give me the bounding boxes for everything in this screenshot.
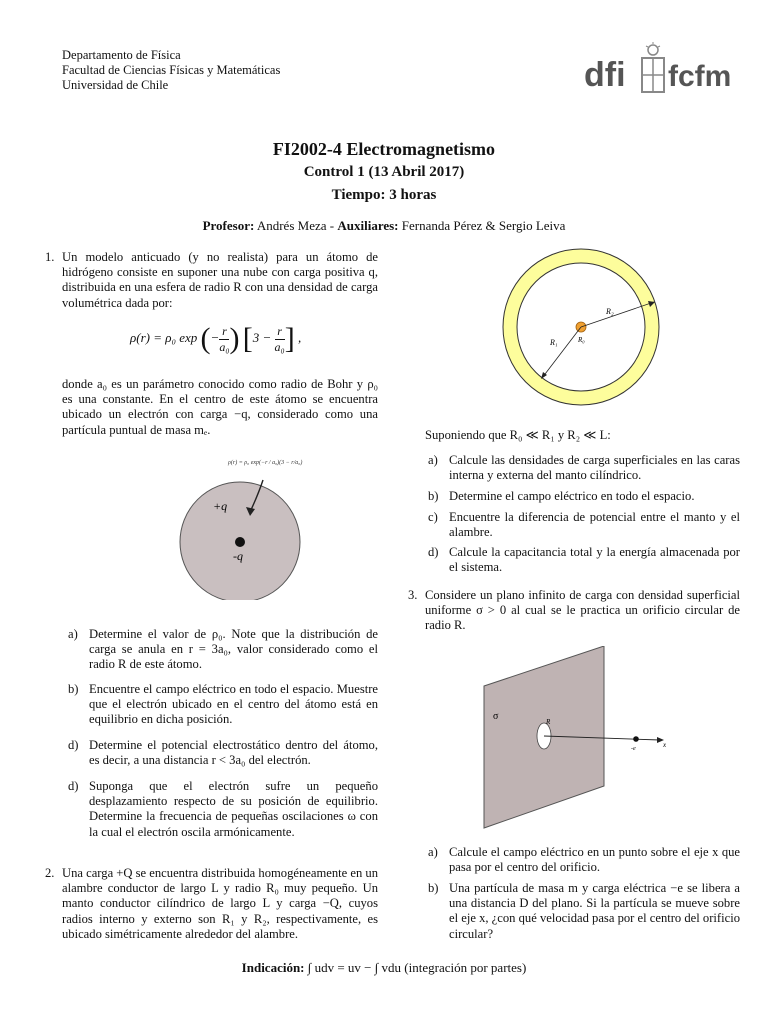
hint-line xyxy=(0,960,768,976)
r1-label: R₁ xyxy=(550,338,558,347)
atom-figure xyxy=(178,450,338,604)
figure-formula-label: ρ(r) = ρ₀ exp(−r / a₀)(3 − r/a₀) xyxy=(228,460,303,466)
list-item: b) Determine el campo eléctrico en todo el espacio. xyxy=(428,489,695,503)
course-title: FI2002-4 Electromagnetismo xyxy=(272,139,496,159)
electron-dot xyxy=(633,736,639,742)
dfi-fcfm-logo xyxy=(582,40,732,104)
list-item: b) Una partícula de masa m y carga eléctrica −e se libera a una distancia D del plano. Si la partícula se mueve sobre el eje x, ¿con qué velocidad pasa por el centro del orificio circular? xyxy=(428,881,740,941)
problem-number: 2. xyxy=(45,866,55,880)
problem-number: 3. xyxy=(408,588,418,602)
department-block xyxy=(62,48,280,93)
hint-label: Indicación: xyxy=(241,960,305,975)
aux-names: Fernanda Pérez & Sergio Leiva xyxy=(401,218,566,233)
r0-label: R₀ xyxy=(578,336,585,344)
logo-fcfm-text: fcfm xyxy=(668,60,732,93)
staff-line xyxy=(0,218,768,234)
density-formula: ρ(r) = ρ₀ exp (− $\frac{r}{\text{a₀}}$ ) [3 − $\frac{r}{\text{a₀}}$ ] , xyxy=(130,322,302,355)
charge-label: -e xyxy=(631,746,636,752)
staff-separator: - xyxy=(329,218,335,233)
list-item: d) Calcule la capacitancia total y la energía almacenada por el sistema. xyxy=(428,545,740,575)
list-item: d) Suponga que el electrón sufre un pequeño desplazamiento respecto de su posición de equilibrio. Determine la frecuencia de pequeñas oscilaciones ω con la cual el electrón oscila armónicamente. xyxy=(68,779,378,839)
problem-1-after: donde a₀ es un parámetro conocido como radio de Bohr y ρ₀ es una constante. En el centro de este átomo se encuentra ubicado un electrón con carga −q, considerado como una partícula puntual de masa mₑ. xyxy=(62,377,378,437)
problem-3-text: 3. Considere un plano infinito de carga con densidad superficial uniforme σ > 0 al cual se le practica un orificio circular de radio R. xyxy=(408,588,740,633)
sigma-label: σ xyxy=(493,711,499,722)
r2-label: R₂ xyxy=(606,307,614,316)
list-item: a) Calcule el campo eléctrico en un punto sobre el eje x que pasa por el centro del orificio. xyxy=(428,845,740,875)
electron-dot xyxy=(235,537,245,547)
minus-q-label: -q xyxy=(233,549,243,563)
prof-label: Profesor: xyxy=(202,218,255,233)
time-limit: Tiempo: 3 horas xyxy=(331,187,437,203)
problem-1-intro: 1. Un modelo anticuado (y no realista) para un átomo de hidrógeno consiste en suponer una nube con carga positiva q, distribuida en una esfera de radio R con una densidad de carga volumétrica dada por: xyxy=(45,250,378,310)
list-item: d) Determine el potencial electrostático dentro del átomo, es decir, a una distancia r < 3a₀ del electrón. xyxy=(68,738,378,768)
radius-label: R xyxy=(546,718,551,726)
plus-q-label: +q xyxy=(213,499,228,513)
cylinder-figure xyxy=(498,244,668,418)
dept-line: Universidad de Chile xyxy=(62,78,169,92)
plane-figure xyxy=(478,646,688,835)
prof-name: Andrés Meza xyxy=(256,218,327,233)
dept-line: Departamento de Física xyxy=(62,48,181,62)
problem-number: 1. xyxy=(45,250,55,264)
university-seal-icon xyxy=(642,42,664,92)
logo-dfi-text: dfi xyxy=(584,56,626,94)
list-item: c) Encuentre la diferencia de potencial entre el manto y el alambre. xyxy=(428,510,740,540)
exam-title: Control 1 (13 Abril 2017) xyxy=(303,164,465,180)
list-item: b) Encuentre el campo eléctrico en todo el espacio. Muestre que el electrón ubicado en el centro del átomo está en equilibrio en dicha posición. xyxy=(68,682,378,727)
dept-line: Facultad de Ciencias Físicas y Matemáticas xyxy=(62,63,281,77)
problem-2-assumption: Suponiendo que R₀ ≪ R₁ y R₂ ≪ L: xyxy=(425,428,611,442)
x-axis-label: x xyxy=(663,741,667,749)
list-item: a) Determine el valor de ρ₀. Note que la distribución de carga se anula en r = 3a₀, valor considerado como el radio R de este átomo. xyxy=(68,627,378,672)
list-item: a) Calcule las densidades de carga superficiales en las caras interna y externa del manto cilíndrico. xyxy=(428,453,740,483)
aux-label: Auxiliares: xyxy=(337,218,399,233)
hint-text: ∫ udv = uv − ∫ vdu (integración por partes) xyxy=(307,960,527,975)
problem-2-text: 2. Una carga +Q se encuentra distribuida homogéneamente en un alambre conductor de largo L y radio R₀ muy pequeño. Un manto conductor cilíndrico de largo L y carga −Q, cuyos radios interno y externo son R₁ y R₂, respectivamente, es ubicado simétricamente alrededor del alambre. xyxy=(45,866,378,941)
formula-lhs: ρ(r) = ρ₀ exp xyxy=(130,329,198,345)
